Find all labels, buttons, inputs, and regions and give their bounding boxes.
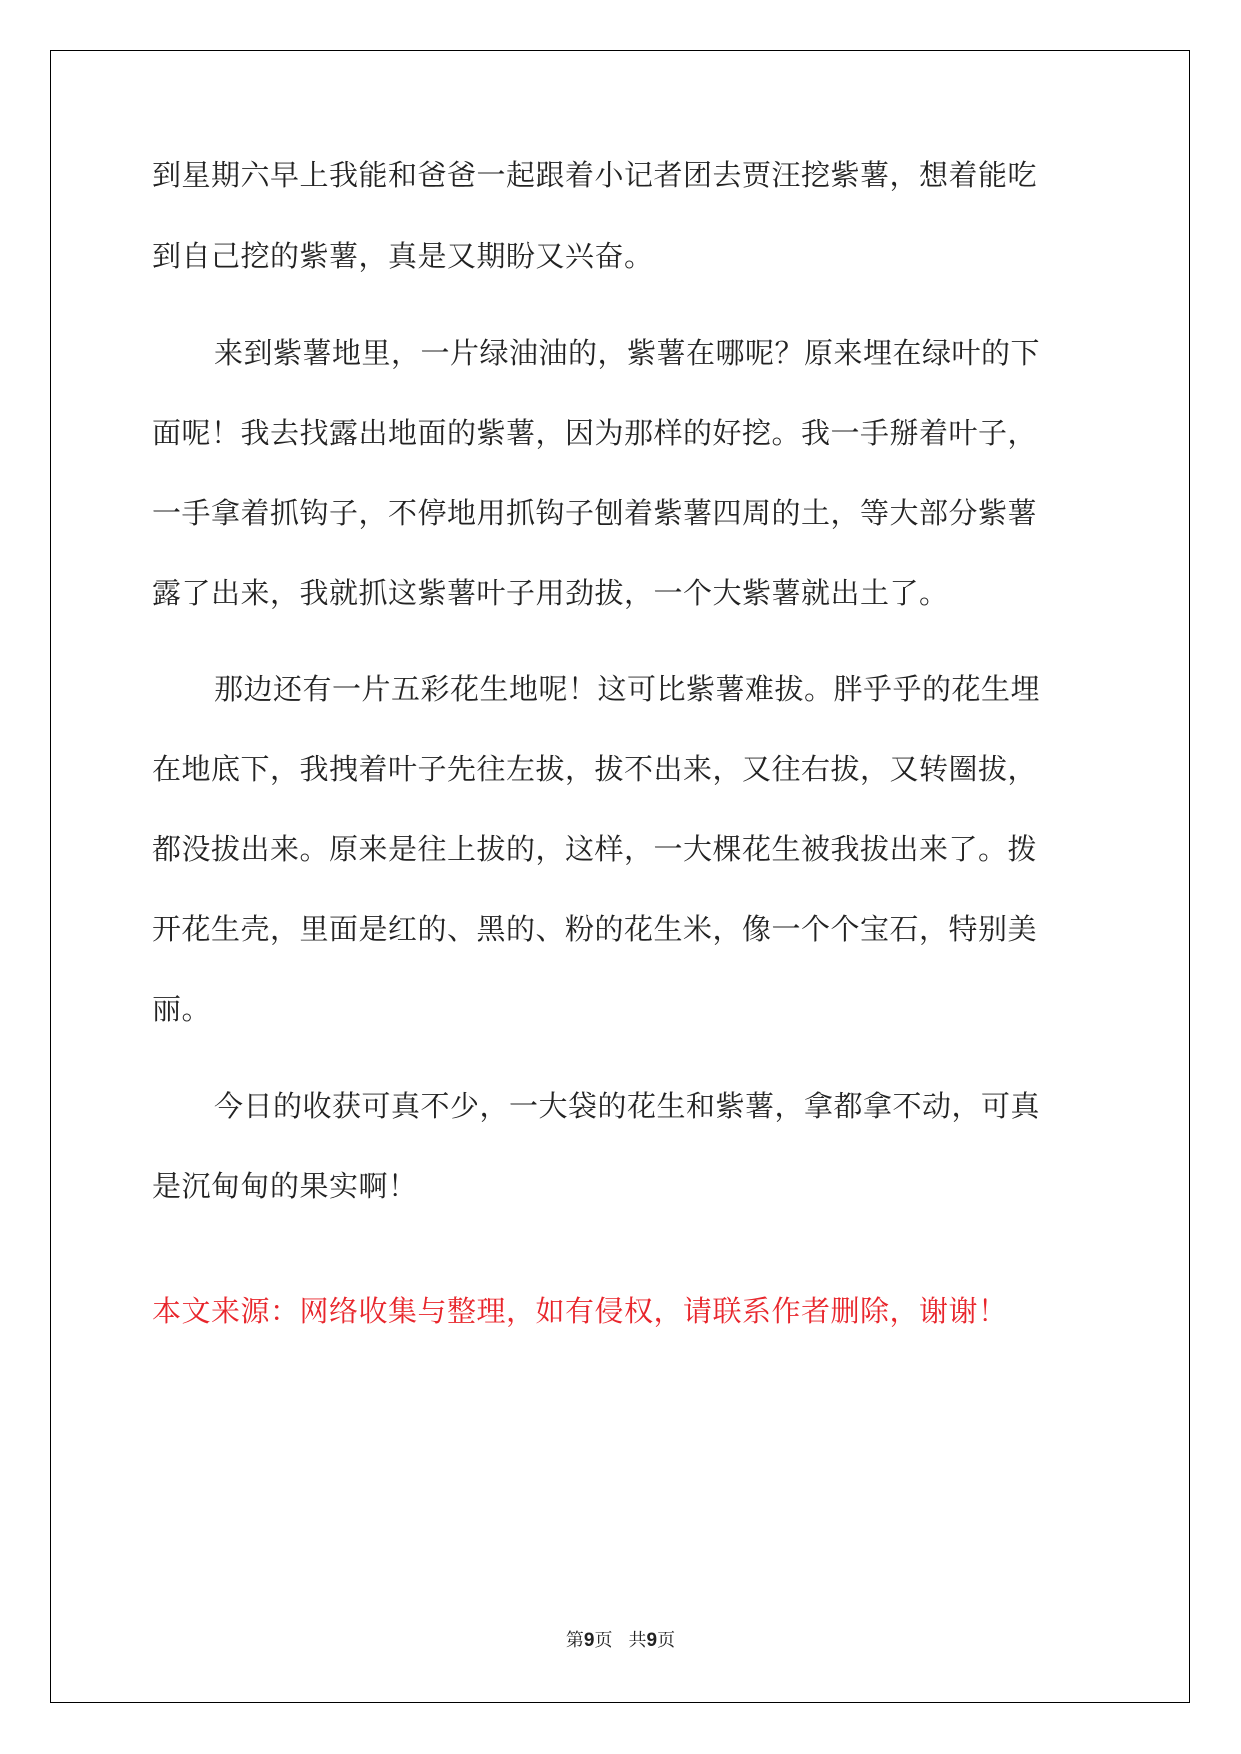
- paragraph-2-line-3: 一手拿着抓钩子，不停地用抓钩子刨着紫薯四周的土，等大部分紫薯: [152, 496, 1038, 530]
- paragraph-1-line-1: 到星期六早上我能和爸爸一起跟着小记者团去贾汪挖紫薯，想着能吃: [152, 158, 1038, 192]
- paragraph-3-line-3: 都没拔出来。原来是往上拔的，这样，一大棵花生被我拔出来了。拨: [152, 832, 1038, 866]
- paragraph-2-line-4: 露了出来，我就抓这紫薯叶子用劲拔，一个大紫薯就出土了。: [152, 576, 949, 610]
- paragraph-2-line-1: 来到紫薯地里，一片绿油油的，紫薯在哪呢？原来埋在绿叶的下: [214, 336, 1041, 370]
- total-pages: 9: [646, 1630, 658, 1651]
- page-suffix: 页: [594, 1630, 613, 1651]
- paragraph-3-line-4: 开花生壳，里面是红的、黑的、粉的花生米，像一个个宝石，特别美: [152, 912, 1038, 946]
- source-disclaimer: 本文来源：网络收集与整理，如有侵权，请联系作者删除，谢谢！: [152, 1294, 1008, 1328]
- total-prefix: 共: [628, 1630, 647, 1651]
- page-footer: [0, 1626, 1241, 1652]
- page-number: 9: [583, 1630, 595, 1651]
- paragraph-4-line-2: 是沉甸甸的果实啊！: [152, 1169, 418, 1203]
- page-border: [50, 50, 1190, 1703]
- paragraph-1-line-2: 到自己挖的紫薯，真是又期盼又兴奋。: [152, 239, 654, 273]
- paragraph-3-line-1: 那边还有一片五彩花生地呢！这可比紫薯难拔。胖乎乎的花生埋: [214, 672, 1041, 706]
- paragraph-3-line-5: 丽。: [152, 992, 212, 1026]
- paragraph-2-line-2: 面呢！我去找露出地面的紫薯，因为那样的好挖。我一手掰着叶子，: [152, 416, 1038, 450]
- paragraph-4-line-1: 今日的收获可真不少，一大袋的花生和紫薯，拿都拿不动，可真: [214, 1089, 1041, 1123]
- total-suffix: 页: [657, 1630, 676, 1651]
- page-prefix: 第: [565, 1630, 584, 1651]
- paragraph-3-line-2: 在地底下，我拽着叶子先往左拔，拔不出来，又往右拔，又转圈拔，: [152, 752, 1038, 786]
